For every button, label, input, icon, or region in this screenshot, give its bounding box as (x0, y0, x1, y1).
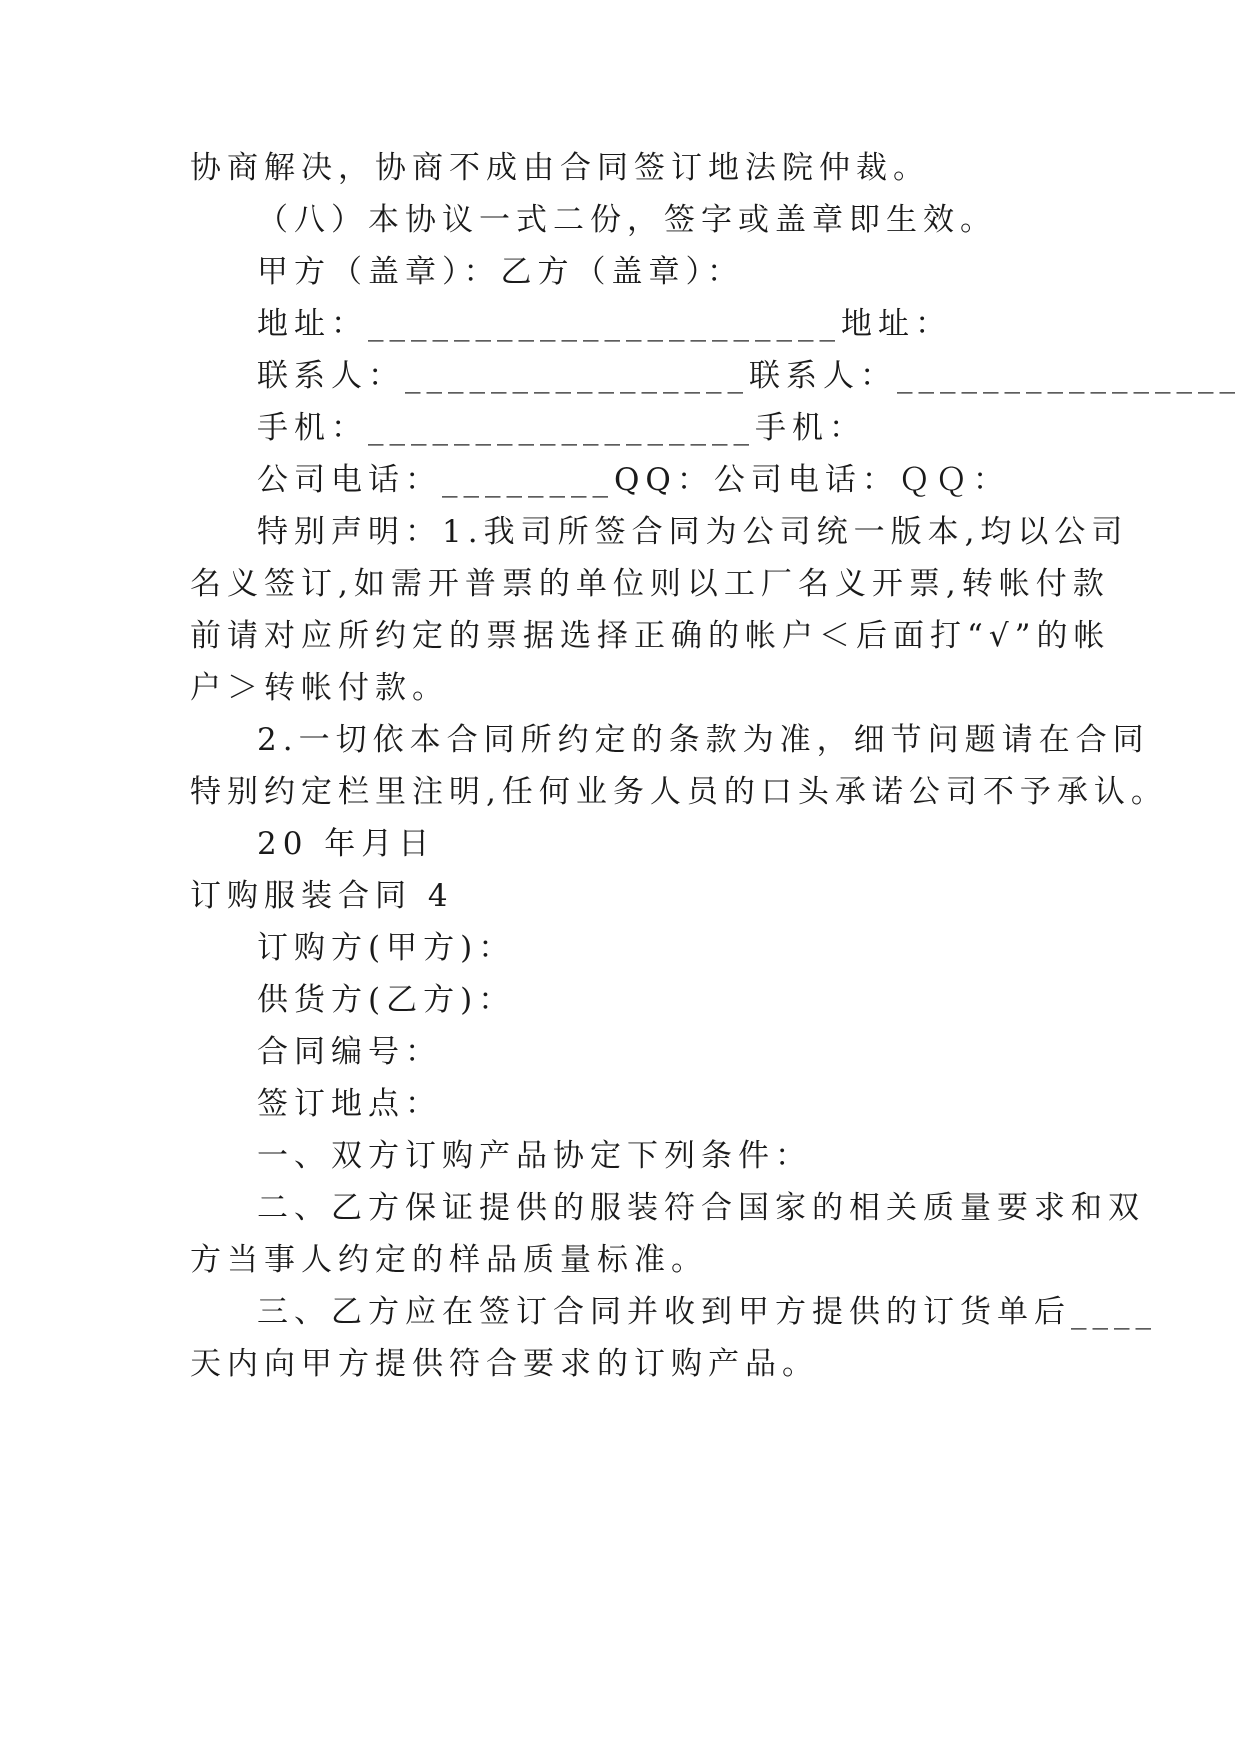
contact-field-line: 联系人：________________联系人：________________ (257, 358, 1241, 394)
paragraph-line: 协商解决，协商不成由合同签订地法院仲裁。 (190, 150, 930, 186)
contract-number-line: 合同编号： (257, 1034, 442, 1070)
paragraph-line: 户＞转帐付款。 (190, 670, 449, 706)
clause-line: 方当事人约定的样品质量标准。 (190, 1242, 708, 1278)
paragraph-line: 特别声明：1.我司所签合同为公司统一版本,均以公司 (257, 514, 1129, 550)
signature-header: 甲方（盖章）：乙方（盖章）： (257, 254, 744, 290)
clause-line: 二、乙方保证提供的服装符合国家的相关质量要求和双 (257, 1190, 1145, 1226)
clause-line: 一、双方订购产品协定下列条件： (257, 1138, 812, 1174)
buyer-field-line: 订购方(甲方)： (257, 930, 516, 966)
company-phone-field-line: 公司电话：________QQ：公司电话：ＱＱ： (257, 462, 1010, 498)
address-field-line: 地址：______________________地址： (257, 306, 952, 342)
date-line: 20 年月日 (257, 826, 436, 862)
paragraph-line: 前请对应所约定的票据选择正确的帐户＜后面打“√”的帐 (190, 618, 1111, 654)
paragraph-line: 特别约定栏里注明,任何业务人员的口头承诺公司不予承认。 (190, 774, 1168, 810)
paragraph-line: （八）本协议一式二份，签字或盖章即生效。 (257, 202, 997, 238)
contract-title: 订购服装合同 4 (190, 878, 454, 914)
clause-line: 天内向甲方提供符合要求的订购产品。 (190, 1346, 819, 1382)
paragraph-line: 2.一切依本合同所约定的条款为准，细节问题请在合同 (257, 722, 1150, 758)
supplier-field-line: 供货方(乙方)： (257, 982, 516, 1018)
paragraph-line: 名义签订,如需开普票的单位则以工厂名义开票,转帐付款 (190, 566, 1110, 602)
clause-line: 三、乙方应在签订合同并收到甲方提供的订货单后____ (257, 1294, 1157, 1330)
signing-place-line: 签订地点： (257, 1086, 442, 1122)
phone-field-line: 手机：__________________手机： (257, 410, 866, 446)
